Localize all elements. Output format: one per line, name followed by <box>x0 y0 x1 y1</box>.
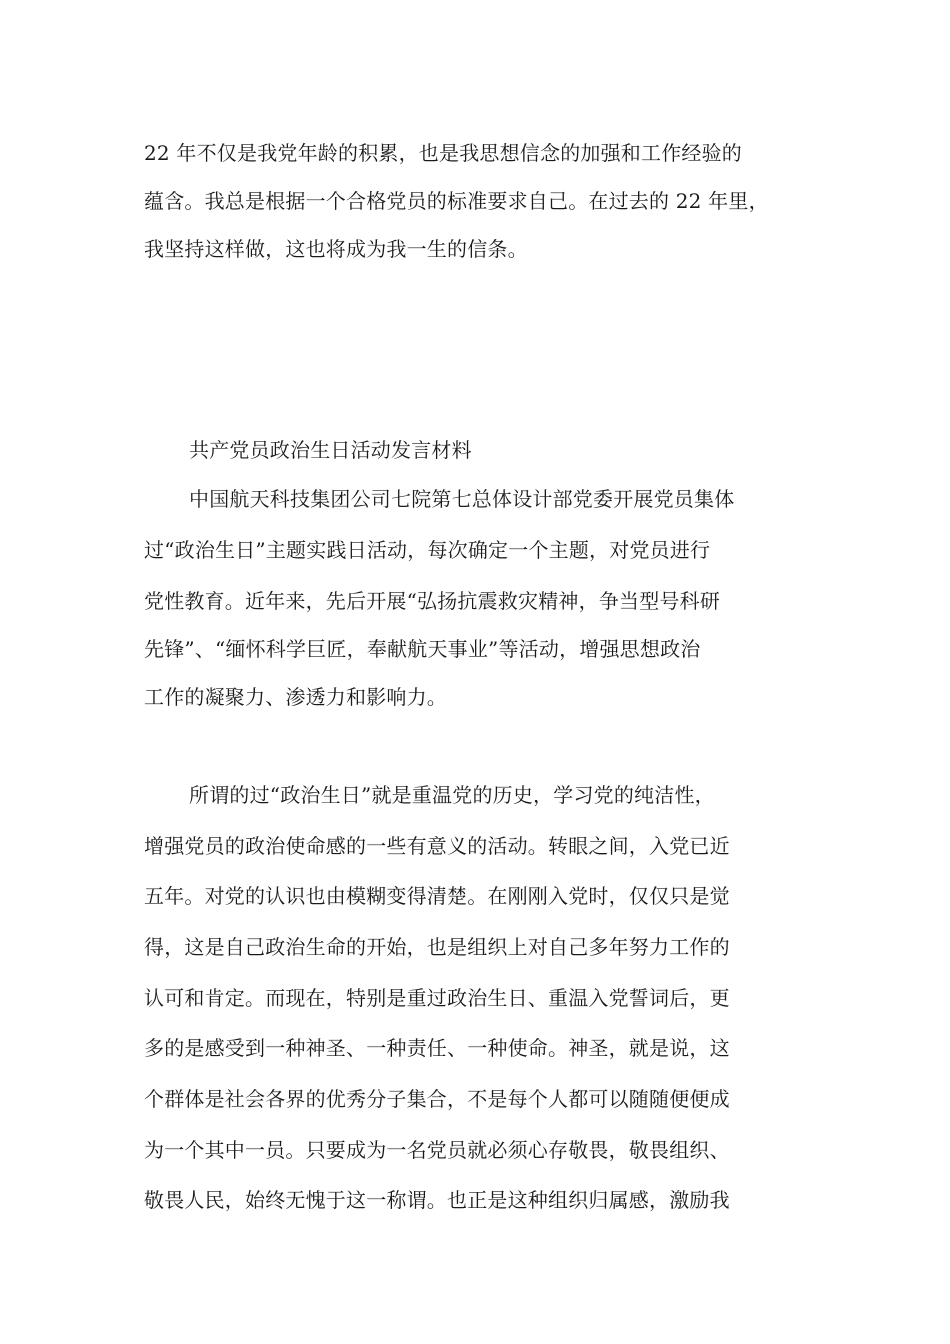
p1-line-4: 先锋”、“缅怀科学巨匠，奉献航天事业”等活动，增强思想政治 <box>144 637 701 661</box>
p2-line-6: 多的是感受到一种神圣、一种责任、一种使命。神圣，就是说，这 <box>144 1036 730 1060</box>
p2-line-2: 增强党员的政治使命感的一些有意义的活动。转眼之间，入党已近 <box>144 834 730 858</box>
p1-line-5: 工作的凝聚力、渗透力和影响力。 <box>144 685 447 709</box>
p1-line-3: 党性教育。近年来，先后开展“弘扬抗震救灾精神，争当型号科研 <box>144 589 721 613</box>
p2-line-7: 个群体是社会各界的优秀分子集合，不是每个人都可以随随便便成 <box>144 1087 730 1111</box>
p2-line-8: 为一个其中一员。只要成为一名党员就必须心存敬畏，敬畏组织、 <box>144 1138 730 1162</box>
p1-line-2: 过“政治生日”主题实践日活动，每次确定一个主题，对党员进行 <box>144 538 711 562</box>
p2-line-4: 得，这是自己政治生命的开始，也是组织上对自己多年努力工作的 <box>144 935 730 959</box>
intro-line-2: 蕴含。我总是根据一个合格党员的标准要求自己。在过去的 22 年里， <box>144 189 769 213</box>
p1-line-1: 中国航天科技集团公司七院第七总体设计部党委开展党员集体 <box>189 487 735 511</box>
document-title: 共产党员政治生日活动发言材料 <box>189 438 472 462</box>
p2-line-1: 所谓的过“政治生日”就是重温党的历史，学习党的纯洁性， <box>189 783 715 807</box>
p2-line-9: 敬畏人民，始终无愧于这一称谓。也正是这种组织归属感，激励我 <box>144 1188 730 1212</box>
intro-line-3: 我坚持这样做，这也将成为我一生的信条。 <box>144 237 528 261</box>
p2-line-5: 认可和肯定。而现在，特别是重过政治生日、重温入党誓词后，更 <box>144 986 730 1010</box>
p2-line-3: 五年。对党的认识也由模糊变得清楚。在刚刚入党时，仅仅只是觉 <box>144 884 730 908</box>
intro-line-1: 22 年不仅是我党年龄的积累，也是我思想信念的加强和工作经验的 <box>144 141 743 165</box>
